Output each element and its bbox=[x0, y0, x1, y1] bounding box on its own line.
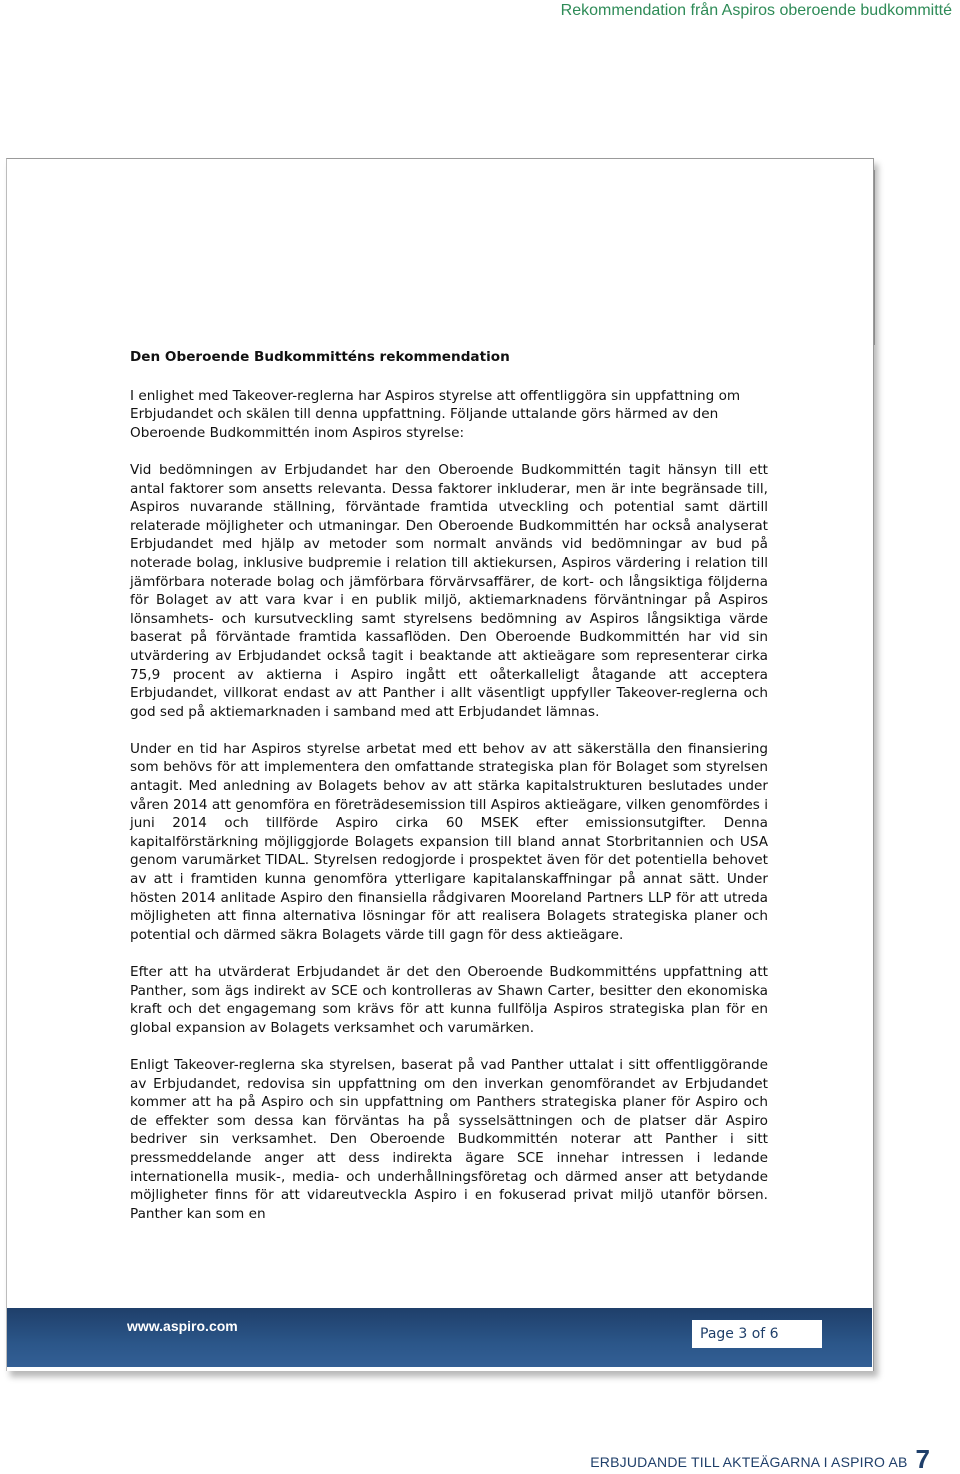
paragraph-assessment: Vid bedömningen av Erbjudandet har den Oberoende Budkommittén tagit hänsyn till ett antal faktorer som ansetts relevanta. Dessa faktorer inkluderar, men är inte begränsade till, Aspiros nuvarande ställning, förväntade framtida utveckling och potential samt därtill relaterade möjligheter och utmaningar. Den Oberoende Budkommittén har också analyserat Erbjudandet med hjälp av metoder som normalt används vid bedömningar av bud på noterade bolag, inklusive budpremie i relation till aktiekursen, Aspiros värdering i relation till jämförbara noterade bolag och jämförbara förvärvsaffärer, de kort- och långsiktiga följderna för Bolaget av att vara kvar i en publik miljö, aktiemarknadens förväntningar på Aspiros lönsamhets- och kursutveckling samt styrelsens bedömning av Aspiros långsiktiga värde baserat på förväntade framtida kassaflöden. Den Oberoende Budkommittén har vid sin utvärdering av Erbjudandet också tagit i beaktande att aktieägare som representerar cirka 75,9 procent av aktierna i Aspiro ingått ett oåterkalleligt åtagande att acceptera Erbjudandet, villkorat endast av att Panther i allt väsentligt uppfyller Takeover-reglerna och god sed på aktiemarknaden i samband med att Erbjudandet lämnas. bbox=[130, 461, 768, 720]
page-header-title: Rekommendation från Aspiros oberoende budkommitté bbox=[560, 2, 952, 19]
paragraph-intro: I enlighet med Takeover-reglerna har Aspiros styrelse att offentliggöra sin uppfattning om Erbjudandet och skälen till denna uppfattning. Följande uttalande görs härmed av den Oberoende Budkommittén inom Aspiros styrelse: bbox=[130, 387, 741, 441]
document-body bbox=[130, 348, 768, 1242]
paragraph-financing: Under en tid har Aspiros styrelse arbetat med ett behov av att säkerställa den finansiering som behövs för att implementera den omfattande strategiska plan för Bolaget som styrelsen antagit. Med anledning av Bolagets behov av att stärka kapitalstrukturen beslutades under våren 2014 att genomföra en företrädesemission till Aspiros aktieägare, vilken genomfördes i juni 2014 och tillförde Aspiro cirka 60 MSEK efter emissionsutgifter. Denna kapitalförstärkning möjliggjorde Bolagets expansion till bland annat Storbritannien och USA genom varumärket TIDAL. Styrelsen redogjorde i prospektet även för det potentiella behovet av att i framtiden kunna genomföra ytterligare kapitalanskaffningar på annat sätt. Under hösten 2014 anlitade Aspiro den finansiella rådgivaren Mooreland Partners LLP för att utreda möjligheten att finna alternativa lösningar för att realisera Bolagets strategiska planer och potential och därmed säkra Bolagets värde till gagn för dess aktieägare. bbox=[130, 740, 768, 943]
paragraph-takeover-rules: Enligt Takeover-reglerna ska styrelsen, baserat på vad Panther uttalat i sitt offentliggörande av Erbjudandet, redovisa sin uppfattning om den inverkan genomförandet av Erbjudandet kommer att ha på Aspiro och sin uppfattning om Panthers strategiska planer för Aspiro och de effekter som dessa kan förväntas ha på sysselsättningen och de platser där Aspiro bedriver sin verksamhet. Den Oberoende Budkommittén noterar att Panther i sitt pressmeddelande anger att dess indirekta ägare SCE innehar intressen i ledande internationella musik-, media- och underhållningsföretag och därmed anser att betydande möjligheter finns för att vidareutveckla Aspiro i en fokuserad privat miljö utanför börsen. Panther kan som en bbox=[130, 1056, 768, 1222]
page-bottom-caption bbox=[590, 1446, 930, 1472]
bottom-page-number: 7 bbox=[915, 1444, 930, 1474]
footer-website-link[interactable]: www.aspiro.com bbox=[127, 1318, 238, 1334]
paragraph-evaluation: Efter att ha utvärderat Erbjudandet är det den Oberoende Budkommitténs uppfattning att Panther, som ägs indirekt av SCE och kontrolleras av Shawn Carter, besitter den ekonomiska kraft och det engagemang som krävs för att kunna fullfölja Aspiros strategiska plan för en global expansion av Bolagets verksamhet och varumärken. bbox=[130, 964, 768, 1036]
footer-page-indicator: Page 3 of 6 bbox=[692, 1320, 822, 1348]
bottom-caption-text: ERBJUDANDE TILL AKTEÄGARNA I ASPIRO AB bbox=[590, 1454, 908, 1470]
document-footer-bar bbox=[7, 1308, 872, 1367]
document-heading: Den Oberoende Budkommitténs rekommendation bbox=[130, 349, 510, 365]
